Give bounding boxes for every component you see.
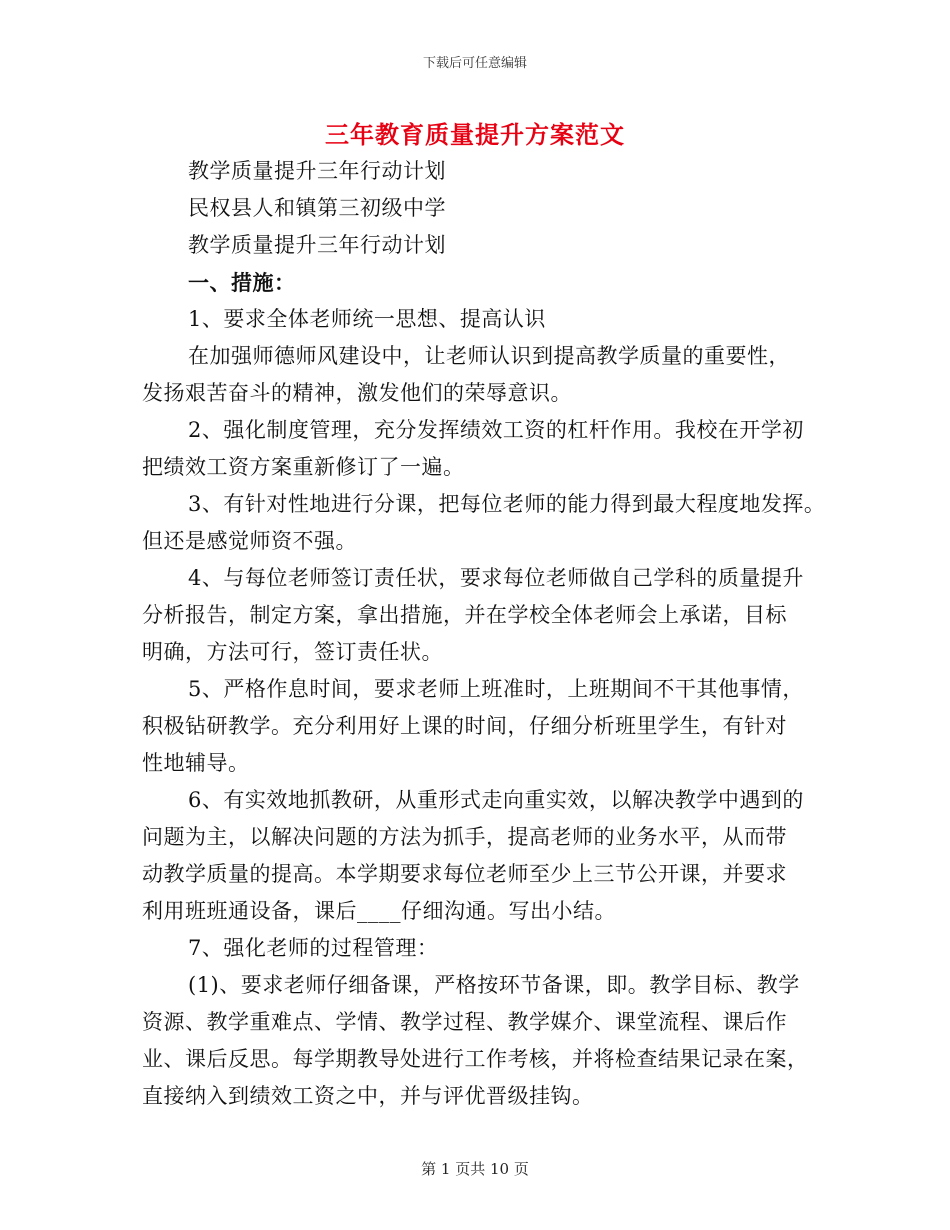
- paragraph-line: 5、严格作息时间，要求老师上班准时，上班期间不干其他事情，: [188, 677, 804, 701]
- paragraph-line: 4、与每位老师签订责任状，要求每位老师做自己学科的质量提升: [188, 566, 804, 590]
- paragraph-line: 问题为主，以解决问题的方法为抓手，提高老师的业务水平，从而带: [142, 825, 787, 849]
- paragraph-line: 在加强师德师风建设中，让老师认识到提高教学质量的重要性，: [188, 344, 790, 368]
- paragraph-line: (1)、要求老师仔细备课，严格按环节备课，即。教学目标、教学: [188, 973, 800, 997]
- paragraph-line: 6、有实效地抓教研，从重形式走向重实效，以解决教学中遇到的: [188, 788, 804, 812]
- paragraph-line: 利用班班通设备，课后____仔细沟通。写出小结。: [142, 899, 616, 923]
- document-body: [142, 153, 826, 1115]
- paragraph-line: 积极钻研教学。充分利用好上课的时间，仔细分析班里学生，有针对: [142, 714, 787, 738]
- paragraph-line: 把绩效工资方案重新修订了一遍。: [142, 455, 465, 479]
- school-name-line: 民权县人和镇第三初级中学: [188, 196, 446, 220]
- paragraph-line: 分析报告，制定方案，拿出措施，并在学校全体老师会上承诺，目标: [142, 603, 787, 627]
- item-heading: 7、强化老师的过程管理：: [188, 936, 439, 960]
- paragraph-line: 动教学质量的提高。本学期要求每位老师至少上三节公开课，并要求: [142, 862, 787, 886]
- paragraph-line: 3、有针对性地进行分课，把每位老师的能力得到最大程度地发挥。: [188, 492, 826, 516]
- paragraph-line: 2、强化制度管理，充分发挥绩效工资的杠杆作用。我校在开学初: [188, 418, 804, 442]
- paragraph-line: 但还是感觉师资不强。: [142, 529, 357, 553]
- subtitle-line: 教学质量提升三年行动计划: [188, 233, 446, 257]
- item-heading: 1、要求全体老师统一思想、提高认识: [188, 307, 546, 331]
- paragraph-line: 发扬艰苦奋斗的精神，激发他们的荣辱意识。: [142, 381, 572, 405]
- section-heading: 一、措施：: [188, 270, 296, 295]
- page-header-note: 下载后可任意编辑: [422, 56, 527, 71]
- page-number-footer: 第 1 页共 10 页: [421, 1160, 529, 1178]
- document-title: 三年教育质量提升方案范文: [325, 120, 625, 149]
- paragraph-line: 资源、教学重难点、学情、教学过程、教学媒介、课堂流程、课后作: [142, 1010, 787, 1034]
- paragraph-line: 性地辅导。: [142, 751, 250, 775]
- subtitle-line: 教学质量提升三年行动计划: [188, 159, 446, 183]
- paragraph-line: 直接纳入到绩效工资之中，并与评优晋级挂钩。: [142, 1084, 594, 1108]
- paragraph-line: 明确，方法可行，签订责任状。: [142, 640, 443, 664]
- paragraph-line: 业、课后反思。每学期教导处进行工作考核，并将检查结果记录在案，: [142, 1047, 809, 1071]
